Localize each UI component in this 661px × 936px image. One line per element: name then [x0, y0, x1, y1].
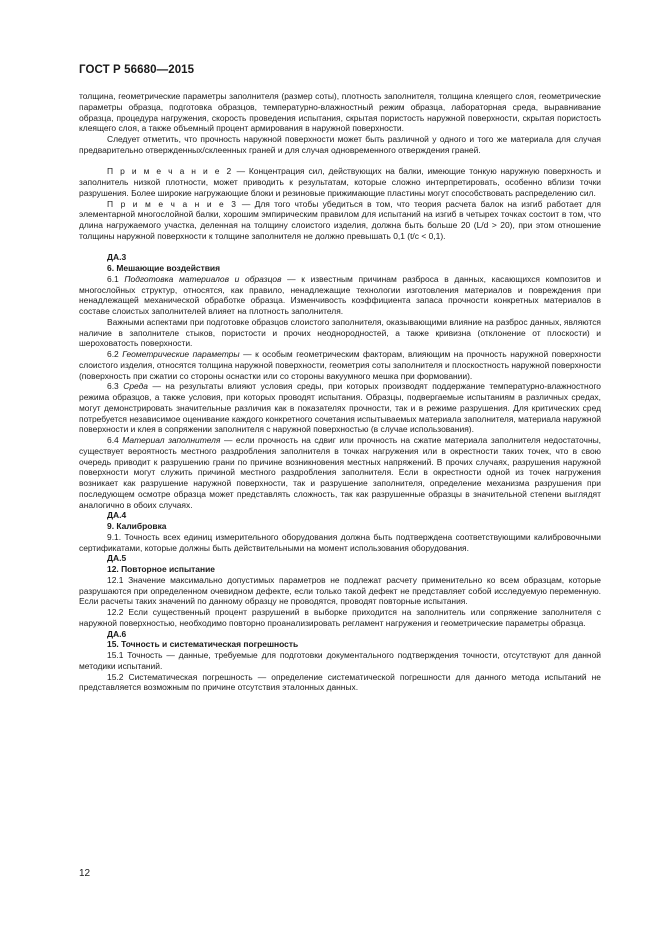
- clause-text: — к особым геометрическим факторам, влияющим на прочность наружной поверхности слоистого изделия, относятся толщина наружной поверхности, геометрия соты заполнителя и плоскостность наружной поверхности (поверхность при сжатии со стороны оснастки или со стороны вакуумного мешка при формовании).: [79, 349, 602, 381]
- clause-number: 6.3: [107, 381, 124, 392]
- paragraph-6-1: [79, 274, 601, 317]
- note-3-text: — Для того чтобы убедиться в том, что теория расчета балок на изгиб работает для элементарной многослойной балки, хорошим эмпирическим правилом для испытаний на изгиб в четырех точках состоит в том, что длина нагружаемого участка, деленная на толщину слоистого изделия, должна быть больше 20 (L/d > 20), при этом отношение толщины наружной поверхности к толщине заполнителя не должно превышать 0,1 (t/c < 0,1).: [79, 198, 601, 241]
- note-2-label: П р и м е ч а н и е 2: [107, 166, 233, 177]
- clause-text: — к известным причинам разброса в данных, касающихся композитов и многослойных структур, относятся, как правило, ненадлежащие технологии изготовления материалов и повреждения при ненадлежащей механической обработке образца. Изменчивость коэффициента запаса прочности конкретных материалов в составе слоистых заполнителей влияет на плотность заполнителя.: [79, 273, 601, 316]
- clause-term: Геометрические параметры: [122, 349, 240, 359]
- paragraph-6-2: [79, 349, 601, 381]
- paragraph-15-1: 15.1 Точность — данные, требуемые для подготовки документального подтверждения точности, отсутствуют для данной методики испытаний.: [79, 650, 601, 671]
- note-2-text: — Концентрация сил, действующих на балки, имеющие тонкую наружную поверхность и заполнитель низкой плотности, может приводить к результатам, которые сложно интерпретировать, особенно вблизи точки разрушения. Более широкие нагружающие блоки и резиновые прижимающие пластины могут способствовать распределению сил.: [79, 166, 601, 198]
- clause-number: 6.4: [107, 435, 123, 445]
- note-2: [79, 166, 601, 198]
- paragraph-12-2: 12.2 Если существенный процент разрушений в выборке приходится на заполнитель или сопряжение заполнителя с наружной поверхностью, необходимо повторно проанализировать регламент нагружения и геометрические параметры образца.: [79, 607, 601, 628]
- document-header: ГОСТ Р 56680—2015: [79, 64, 195, 76]
- paragraph-6-3: [79, 381, 601, 435]
- heading-calibration: 9. Калибровка: [107, 521, 167, 531]
- section-da3: ДА.3: [107, 252, 127, 263]
- paragraph-12-1: 12.1 Значение максимально допустимых параметров не подлежат расчету применительно ко всем образцам, которые разрушаются при определенном очевидном дефекте, если только такой дефект не представляет собой исследуемую переменную. Если расчеты таких значений по данному образцу не проводятся, проводят повторные испытания.: [79, 574, 601, 607]
- heading-interference: 6. Мешающие воздействия: [107, 263, 221, 273]
- spacer: [79, 156, 601, 167]
- paragraph-6-1-b: Важными аспектами при подготовке образцов слоистого заполнителя, оказывающими влияние на разброс данных, являются наличие в заполнителе стыков, пористости и прочих неоднородностей, а также кривизна (отклонение от плоскости) и шероховатость поверхности.: [79, 316, 601, 349]
- clause-term: Подготовка материалов и образцов: [124, 273, 282, 284]
- section-da4: ДА.4: [107, 510, 127, 521]
- clause-term: Материал заполнителя: [122, 435, 221, 445]
- paragraph-strength-note: Следует отметить, что прочность наружной поверхности может быть различной у одного и того же материала для случая предварительно отвержденных/склеенных граней и для случая одновременного отверждения граней.: [79, 134, 601, 155]
- clause-text: — если прочность на сдвиг или прочность на сжатие материала заполнителя недостаточны, существует вероятность местного раздробления заполнителя в точках нагружения или в окрестности таких точек, что в свою очередь приводит к разрушению грани по причине возникновения местных напряжений. В прочих случаях, разрушения наружной поверхности могут служить причиной местного раздробления заполнителя. Если в окрестности одной из точек нагружения возникает как разрушение наружной поверхности, так и разрушение заполнителя, определение механизма разрушения при последующем осмотре образца может представлять сложность, так как разрушенные образцы в значительной степени выглядят аналогично в обоих случаях.: [79, 435, 602, 510]
- clause-number: 6.2: [107, 349, 123, 359]
- paragraph-parameters: толщина, геометрические параметры заполнителя (размер соты), плотность заполнителя, толщина клеящего слоя, геометрические параметры образца, подготовка образцов, температурно-влажностный режим образца, лабораторная среда, выравнивание образца, процедура нагружения, скорость проведения испытания, скрытая пористость наружной поверхности, скрытая пористость клеящего слоя, а также объемный процент армирования в наружной поверхности.: [79, 91, 601, 134]
- page-number: 12: [79, 868, 91, 879]
- note-3-label: П р и м е ч а н и е 3: [107, 198, 238, 209]
- section-da6: ДА.6: [107, 628, 127, 639]
- spacer: [79, 242, 601, 253]
- section-da5: ДА.5: [107, 553, 127, 564]
- paragraph-15-2: 15.2 Систематическая погрешность — определение систематической погрешности для данного метода испытаний не представляется возможным по причине отсутствия эталонных данных.: [79, 671, 601, 693]
- clause-text: — на результаты влияют условия среды, при которых производят поддержание температурно-влажностного режима образцов, а также условия, при которых проводят испытания. Образцы, подвергаемые испытаниям в различных средах, могут демонстрировать значительные различия как в показателях прочности, так и в режиме разрушения. Для критических сред потребуется независимое оценивание каждого конкретного сочетания испытываемых материала заполнителя, материала наружной поверхности и клея в сопряжении заполнителя с наружной поверхностью (в случае использования).: [79, 381, 601, 435]
- clause-number: 6.1: [107, 273, 125, 284]
- paragraph-9-1: 9.1. Точность всех единиц измерительного оборудования должна быть подтверждена соответствующими калибровочными сертификатами, которые должны быть действительными на момент использования оборудования.: [79, 531, 601, 553]
- heading-retest: 12. Повторное испытание: [107, 564, 215, 574]
- heading-precision-bias: 15. Точность и систематическая погрешность: [107, 639, 299, 650]
- document-body: [79, 91, 601, 693]
- note-3: [79, 199, 601, 242]
- paragraph-6-4: [79, 435, 601, 510]
- clause-term: Среда: [123, 381, 148, 392]
